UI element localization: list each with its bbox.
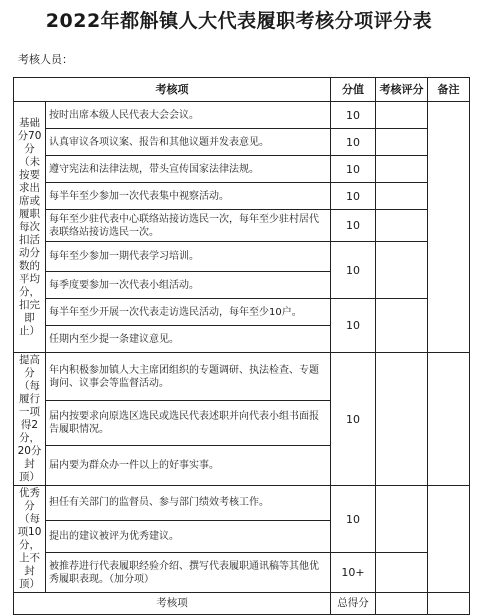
eval-cell[interactable] [376,102,428,129]
table-row [14,183,470,210]
score-value: 10+ [331,553,376,593]
score-value: 10 [331,102,376,129]
table-row [14,129,470,156]
page-title: 2022年都斛镇人大代表履职考核分项评分表 [45,10,433,32]
category-basic: 基础分70分（未按要求出席或履职每次扣活动分数的平均分，扣完即止） [14,102,46,353]
staff-label: 考核人员： [18,53,73,66]
item-text: 届内要为群众办一件以上的好事实事。 [46,446,331,486]
table-row [14,353,470,401]
item-text: 年内积极参加镇人大主席团组织的专题调研、执法检查、专题询问、议事会等监督活动。 [46,353,331,401]
score-value: 10 [331,156,376,183]
item-text: 遵守宪法和法律法规，带头宣传国家法律法规。 [46,156,331,183]
item-text: 每季度要参加一次代表小组活动。 [46,272,331,299]
footer-row [14,593,470,615]
score-value: 10 [331,183,376,210]
footer-item: 考核项 [14,593,331,615]
item-text: 被推荐进行代表履职经验介绍、撰写代表履职通讯稿等其他优秀履职表现。（加分项） [46,553,331,593]
header-item: 考核项 [14,78,331,102]
table-row [14,156,470,183]
score-value: 10 [331,210,376,242]
eval-cell[interactable] [376,156,428,183]
table-row [14,553,470,593]
item-text: 每半年至少参加一次代表集中视察活动。 [46,183,331,210]
table-row [14,299,470,326]
item-text: 担任有关部门的监督员、参与部门绩效考核工作。 [46,486,331,521]
category-excellent: 优秀分（每项10分，上不封顶） [14,486,46,593]
header-row [14,78,470,102]
table-row [14,102,470,129]
header-eval: 考核评分 [376,78,428,102]
item-text: 届内按要求向原选区选民或选民代表述职并向代表小组书面报告履职情况。 [46,401,331,446]
item-text: 提出的建议被评为优秀建议。 [46,520,331,553]
item-text: 每年至少驻代表中心联络站接访选民一次，每年至少驻村居代表联络站接访选民一次。 [46,210,331,242]
eval-cell[interactable] [376,299,428,353]
table-row [14,486,470,521]
total-note-cell[interactable] [428,593,470,615]
note-cell[interactable] [428,102,470,353]
eval-cell[interactable] [376,210,428,242]
eval-cell[interactable] [376,553,428,593]
eval-cell[interactable] [376,129,428,156]
score-value: 10 [331,242,376,299]
eval-cell[interactable] [376,353,428,486]
score-value: 10 [331,129,376,156]
item-text: 每年至少参加一期代表学习培训。 [46,242,331,272]
score-table [13,77,470,615]
table-row [14,210,470,242]
header-score: 分值 [331,78,376,102]
score-value: 10 [331,353,376,486]
score-value: 10 [331,486,376,553]
eval-cell[interactable] [376,183,428,210]
note-cell[interactable] [428,353,470,486]
note-cell[interactable] [428,486,470,593]
item-text: 认真审议各项议案、报告和其他议题并发表意见。 [46,129,331,156]
item-text: 按时出席本级人民代表大会会议。 [46,102,331,129]
total-eval-cell[interactable] [376,593,428,615]
score-value: 10 [331,299,376,353]
item-text: 任期内至少提一条建议意见。 [46,326,331,353]
item-text: 每半年至少开展一次代表走访选民活动，每年至少10户。 [46,299,331,326]
eval-cell[interactable] [376,486,428,553]
header-note: 备注 [428,78,470,102]
footer-total: 总得分 [331,593,376,615]
table-row [14,242,470,272]
eval-cell[interactable] [376,242,428,299]
category-improve: 提高分（每履行一项得2分，20分封顶） [14,353,46,486]
